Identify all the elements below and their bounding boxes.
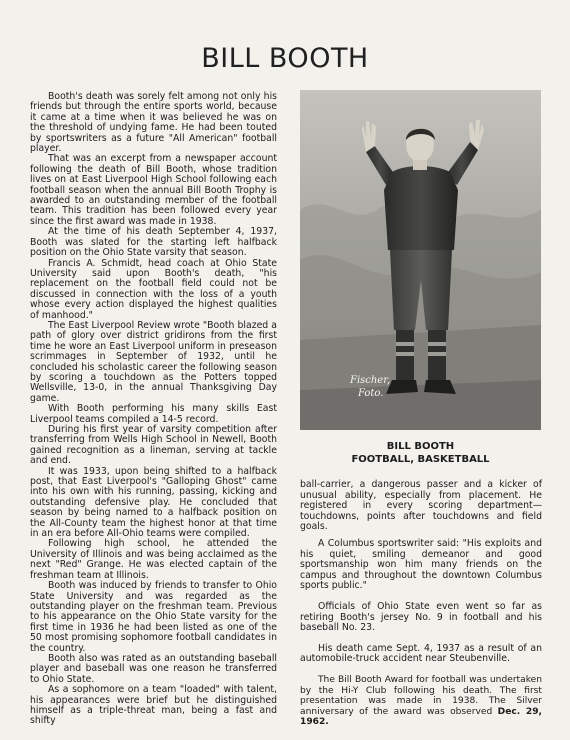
- player-photo-illustration: [300, 90, 541, 430]
- award-paragraph: [300, 675, 542, 728]
- article-paragraph: As a sophomore on a team "loaded" with talent, his appearances were brief but he distinguished himself as a triple-threat man, being a fast and shifty: [30, 684, 277, 727]
- article-paragraph: During his first year of varsity competition after transferring from Wells High School in Newell, Booth gained recognition as a lineman, serving at tackle and end.: [30, 424, 277, 467]
- caption-sports: FOOTBALL, BASKETBALL: [351, 454, 490, 465]
- photo-signature-line2: Foto.: [358, 388, 384, 399]
- article-paragraph: Booth also was rated as an outstanding baseball player and baseball was one reason he transferred to Ohio State.: [30, 652, 277, 685]
- caption-name: BILL BOOTH: [386, 441, 455, 452]
- article-paragraph: Officials of Ohio State even went so far as retiring Booth's jersey No. 9 in football and his baseball No. 23.: [300, 600, 542, 634]
- article-paragraph: That was an excerpt from a newspaper account following the death of Bill Booth, whose tradition lives on at East Liverpool High School following each football season when the annual Bill Booth Trophy is awarded to an outstanding member of the football team. This tradition has been followed every year since the first award was made in 1938.: [30, 153, 277, 227]
- article-paragraph: His death came Sept. 4, 1937 as a result of an automobile-truck accident near Steubenville.: [300, 642, 542, 665]
- right-column: [300, 480, 542, 738]
- article-paragraph: With Booth performing his many skills East Liverpool teams compiled a 14-5 record.: [30, 403, 277, 425]
- article-paragraph: A Columbus sportswriter said: "His exploits and his quiet, smiling demeanor and good sportsmanship won him many friends on the campus and throughout the downtown Columbus sports public.": [300, 537, 542, 592]
- article-paragraph: Booth was induced by friends to transfer to Ohio State University and was regarded as the outstanding player on the freshman team. Previous to his appearance on the Ohio State varsity for the first time in 1936 he had been listed as one of the 50 most promising sophomore football candidates in the country.: [30, 580, 277, 654]
- article-paragraph: Booth's death was sorely felt among not only his friends but through the entire sports world, because it came at a time when it was believed he was on the threshold of undying fame. He had been touted by sportswriters as a future "All American" football player.: [30, 91, 277, 155]
- award-paragraph-text: The Bill Booth Award for football was undertaken by the Hi-Y Club following his death. The first presentation was made in 1938. The Silver anniversary of the award was observed: [300, 674, 542, 717]
- left-column: [30, 92, 277, 727]
- article-paragraph: It was 1933, upon being shifted to a halfback post, that East Liverpool's "Galloping Ghost" came into his own with his running, passing, kicking and outstanding defensive play. He concluded that season by being named to a halfback position on the All-County team the highest honor at that time in an era before All-Ohio teams were compiled.: [30, 465, 277, 540]
- page-title: BILL BOOTH: [201, 43, 369, 74]
- article-paragraph: Francis A. Schmidt, head coach at Ohio State University said upon Booth's death, "his replacement on the football field could not be discussed in connection with the loss of a youth whose every action displayed the highest qualities of manhood.": [30, 257, 277, 321]
- photo-caption: [300, 440, 541, 466]
- photo-signature-line1: Fischer,: [350, 375, 391, 386]
- article-paragraph: Following high school, he attended the University of Illinois and was being acclaimed as the next "Red" Grange. He was elected captain of the freshman team at Illinois.: [30, 538, 277, 581]
- award-anniversary-date: Dec. 29, 1962.: [300, 706, 542, 728]
- article-paragraph: ball-carrier, a dangerous passer and a kicker of unusual ability, especially from placement. He registered in every scoring department—touchdowns, points after touchdowns and field goals.: [300, 479, 542, 533]
- article-paragraph: The East Liverpool Review wrote "Booth blazed a path of glory over district gridirons from the first time he wore an East Liverpool uniform in preseason scrimmages in September of 1932, until he concluded his scholastic career the following season by scoring a touchdown as the Potters topped Wellsville, 13-0, in the annual Thanksgiving Day game.: [30, 319, 277, 404]
- player-photo: [300, 90, 541, 430]
- article-paragraph: At the time of his death September 4, 1937, Booth was slated for the starting left halfback position on the Ohio State varsity that season.: [30, 226, 277, 259]
